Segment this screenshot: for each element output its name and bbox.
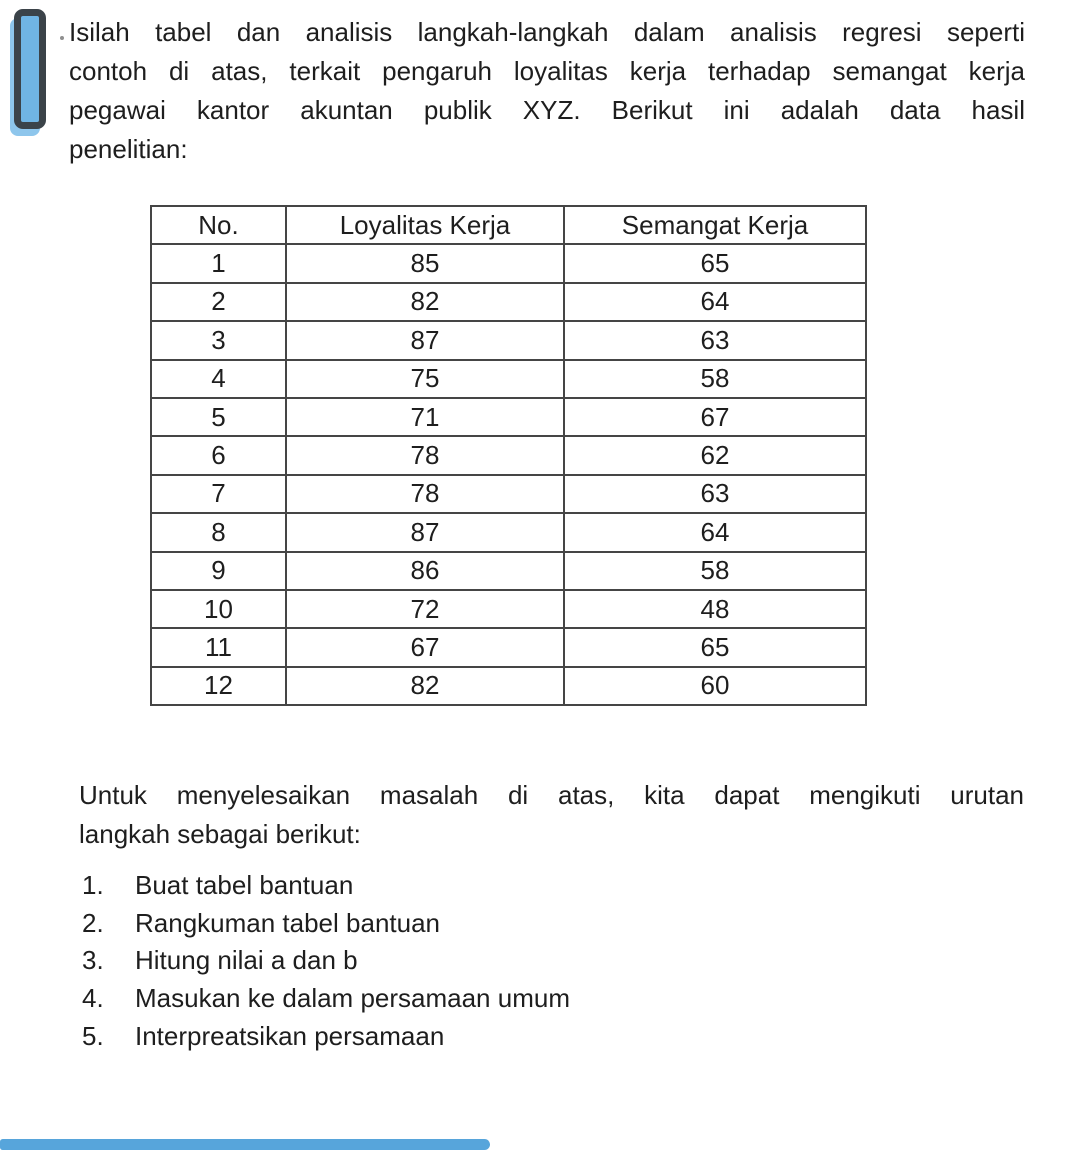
step-number: 3. (82, 945, 104, 976)
column-header: Semangat Kerja (564, 206, 866, 244)
table-cell: 6 (151, 436, 286, 474)
step-label: Interpreatsikan persamaan (135, 1020, 445, 1051)
table-cell: 8 (151, 513, 286, 551)
table-cell: 64 (564, 283, 866, 321)
data-table (150, 205, 867, 706)
table-cell: 67 (286, 628, 564, 666)
highlight-bracket-icon (14, 9, 46, 129)
table-cell: 63 (564, 321, 866, 359)
step-number: 1. (82, 870, 104, 901)
table-row (151, 244, 866, 282)
table-row (151, 513, 866, 551)
bottom-blue-bar (0, 1139, 490, 1150)
table-row (151, 321, 866, 359)
step-item (82, 1017, 570, 1055)
intro-paragraph (69, 13, 1025, 169)
paragraph-line: contoh di atas, terkait pengaruh loyalitas kerja terhadap semangat kerja (69, 56, 1025, 86)
column-header: Loyalitas Kerja (286, 206, 564, 244)
step-item (82, 867, 570, 905)
table-cell: 64 (564, 513, 866, 551)
step-number: 4. (82, 983, 104, 1014)
table-cell: 60 (564, 667, 866, 705)
step-number: 2. (82, 907, 104, 938)
data-table-header-row (151, 206, 866, 244)
table-cell: 2 (151, 283, 286, 321)
table-cell: 9 (151, 552, 286, 590)
table-row (151, 552, 866, 590)
step-number: 5. (82, 1020, 104, 1051)
table-cell: 87 (286, 513, 564, 551)
table-row (151, 628, 866, 666)
table-cell: 82 (286, 283, 564, 321)
step-item (82, 942, 570, 980)
table-cell: 75 (286, 360, 564, 398)
table-cell: 4 (151, 360, 286, 398)
table-row (151, 590, 866, 628)
steps-intro-paragraph (79, 776, 1024, 854)
table-cell: 78 (286, 436, 564, 474)
table-cell: 7 (151, 475, 286, 513)
table-cell: 78 (286, 475, 564, 513)
table-cell: 58 (564, 552, 866, 590)
step-label: Masukan ke dalam persamaan umum (135, 983, 570, 1014)
table-cell: 5 (151, 398, 286, 436)
table-cell: 72 (286, 590, 564, 628)
table-cell: 65 (564, 244, 866, 282)
list-period-dot (60, 36, 64, 40)
paragraph-line: langkah sebagai berikut: (79, 819, 361, 849)
table-cell: 67 (564, 398, 866, 436)
table-cell: 82 (286, 667, 564, 705)
table-cell: 58 (564, 360, 866, 398)
table-row (151, 475, 866, 513)
step-label: Buat tabel bantuan (135, 870, 354, 901)
step-label: Hitung nilai a dan b (135, 945, 358, 976)
table-row (151, 360, 866, 398)
paragraph-line: penelitian: (69, 134, 188, 164)
table-cell: 11 (151, 628, 286, 666)
paragraph-line: Untuk menyelesaikan masalah di atas, kita dapat mengikuti urutan (79, 780, 1024, 810)
table-cell: 86 (286, 552, 564, 590)
data-table-body (151, 244, 866, 705)
table-row (151, 667, 866, 705)
table-cell: 3 (151, 321, 286, 359)
step-label: Rangkuman tabel bantuan (135, 907, 441, 938)
table-row (151, 436, 866, 474)
table-cell: 1 (151, 244, 286, 282)
table-cell: 65 (564, 628, 866, 666)
table-cell: 63 (564, 475, 866, 513)
paragraph-line: pegawai kantor akuntan publik XYZ. Berikut ini adalah data hasil (69, 95, 1025, 125)
table-row (151, 283, 866, 321)
table-cell: 85 (286, 244, 564, 282)
step-item (82, 905, 570, 943)
step-item (82, 980, 570, 1018)
table-cell: 12 (151, 667, 286, 705)
table-cell: 48 (564, 590, 866, 628)
table-cell: 10 (151, 590, 286, 628)
table-cell: 62 (564, 436, 866, 474)
paragraph-line: Isilah tabel dan analisis langkah-langkah dalam analisis regresi seperti (69, 17, 1025, 47)
steps-list (82, 867, 570, 1055)
table-cell: 71 (286, 398, 564, 436)
column-header: No. (151, 206, 286, 244)
table-cell: 87 (286, 321, 564, 359)
table-row (151, 398, 866, 436)
